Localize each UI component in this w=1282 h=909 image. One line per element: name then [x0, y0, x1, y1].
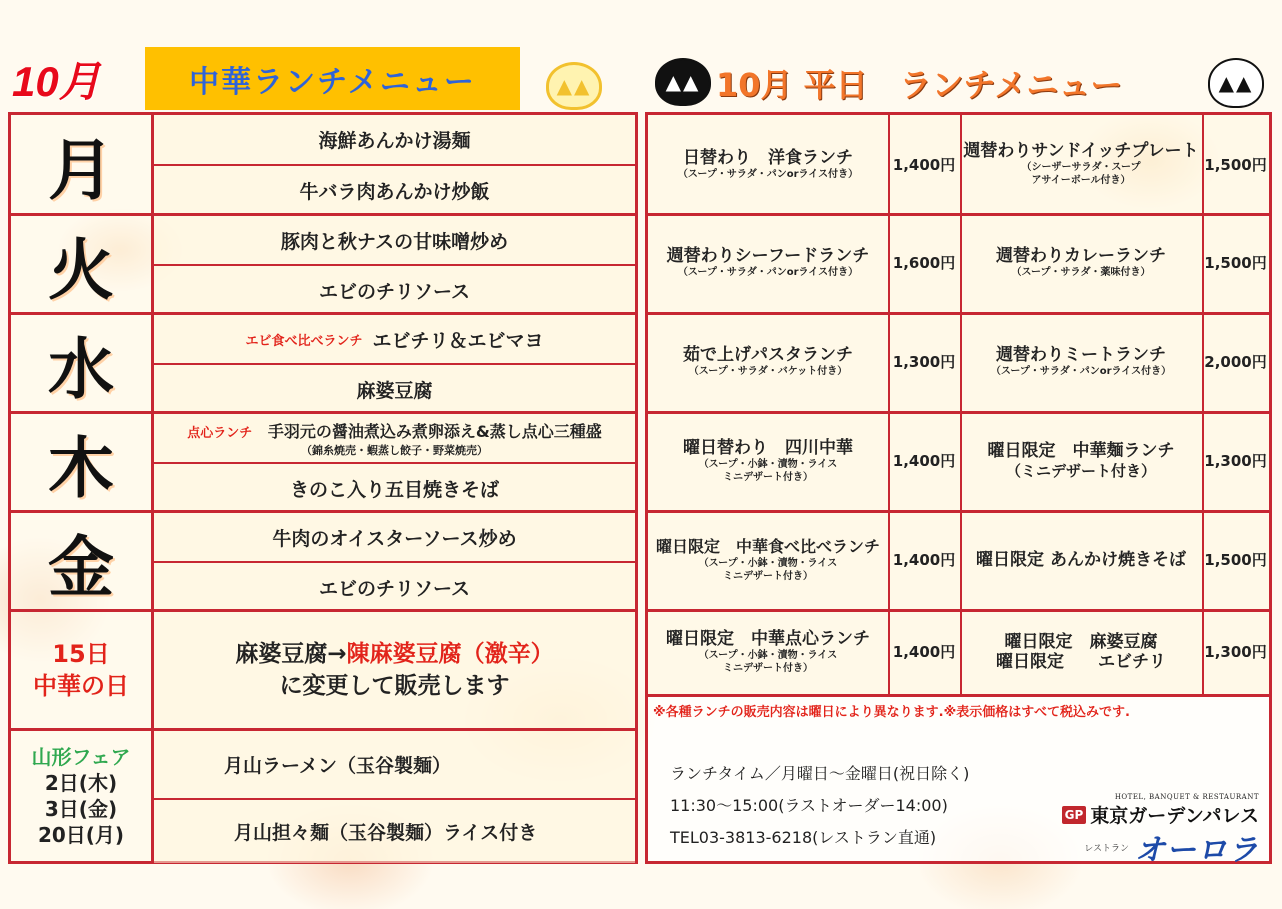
special-name: 中華の日	[33, 672, 129, 700]
menu-item-name: 曜日限定 中華食べ比べランチ	[655, 536, 880, 556]
fair-date: 2日(木)	[44, 771, 118, 795]
day-friday: 金	[11, 513, 154, 609]
weekday-menu-table	[645, 112, 1272, 697]
footer-info	[645, 697, 1272, 868]
price-value: 1,400円	[892, 155, 956, 174]
price	[888, 609, 962, 694]
dish-name: エビチリ＆エビマヨ	[372, 329, 544, 352]
menu-item-note: ミニデザート付き）	[723, 471, 813, 483]
menu-item-name: 週替わりサンドイッチプレート	[963, 141, 1199, 161]
fair-date: 3日(金)	[44, 797, 118, 821]
menu-item-note: （スープ・サラダ・薬味付き）	[1011, 267, 1151, 278]
wednesday-dish-1	[154, 315, 635, 363]
fair-dish-1: 月山ラーメン（玉谷製麺）	[154, 731, 635, 798]
price-value: 1,300円	[1204, 452, 1267, 470]
menu-item-name: 曜日替わり 四川中華	[683, 437, 853, 458]
business-hours: 11:30～15:00(ラストオーダー14:00)	[670, 796, 948, 815]
menu-item-name: 曜日限定 中華点心ランチ	[666, 628, 870, 649]
special-text-line2: に変更して販売します	[279, 673, 510, 699]
phone-number: TEL03-3813-6218(レストラン直通)	[670, 828, 937, 847]
chinese-day-label	[11, 612, 154, 728]
price-value: 2,000円	[1204, 353, 1267, 371]
menu-item	[648, 510, 890, 612]
special-text-part1: 麻婆豆腐→	[235, 641, 347, 667]
price	[1202, 312, 1269, 414]
price	[888, 411, 962, 513]
day-thursday: 木	[11, 414, 154, 510]
menu-item-name: 週替わりミートランチ	[996, 345, 1166, 365]
tuesday-dish-1: 豚肉と秋ナスの甘味噌炒め	[154, 216, 635, 264]
menu-item	[960, 213, 1204, 315]
menu-item-note: （スープ・サラダ・パンorライス付き）	[677, 168, 859, 180]
menu-item	[960, 609, 1204, 694]
thursday-dish-2: きのこ入り五目焼きそば	[154, 462, 635, 512]
menu-item	[648, 213, 890, 315]
menu-item	[960, 115, 1204, 216]
price-value: 1,500円	[1204, 155, 1267, 174]
menu-item-note: （スープ・サラダ・パンorライス付き）	[990, 366, 1172, 377]
menu-item-name: 曜日限定 中華麺ランチ	[987, 440, 1175, 461]
garden-palace-logo	[1062, 793, 1259, 828]
menu-item-name: 日替わり 洋食ランチ	[683, 147, 853, 168]
fair-date: 20日(月)	[37, 823, 125, 847]
tax-note: ※各種ランチの販売内容は曜日により異なります.※表示価格はすべて税込みです.	[653, 705, 1130, 720]
menu-item-name: 曜日限定 麻婆豆腐	[1004, 631, 1158, 652]
menu-item-name: 週替わりカレーランチ	[996, 246, 1166, 266]
friday-dish-2: エビのチリソース	[154, 561, 635, 611]
jack-o-lantern-outline-icon: ▲▲	[1208, 58, 1264, 108]
menu-item	[960, 312, 1204, 414]
chinese-menu-table	[8, 112, 638, 864]
menu-item	[960, 411, 1204, 513]
price	[888, 312, 962, 414]
menu-item-note: （ミニデザート付き）	[1005, 461, 1156, 480]
menu-item	[648, 312, 890, 414]
menu-item-name: 茹で上げパスタランチ	[683, 345, 853, 365]
special-date: 15日	[52, 640, 110, 668]
month-label: 10月	[12, 58, 101, 105]
price	[1202, 213, 1269, 315]
dish-name: 手羽元の醤油煮込み煮卵添え&蒸し点心三種盛	[267, 421, 602, 441]
price	[888, 115, 962, 216]
thursday-dish-1	[154, 414, 635, 462]
price-value: 1,500円	[1204, 551, 1267, 569]
price-value: 1,300円	[1204, 643, 1267, 661]
logo-label: レストラン	[1084, 843, 1129, 854]
hotel-name: 東京ガーデンパレス	[1090, 805, 1259, 827]
monday-dish-1: 海鮮あんかけ湯麺	[154, 115, 635, 164]
gp-mark-icon: GP	[1062, 806, 1087, 824]
dish-tag: 点心ランチ	[187, 425, 253, 441]
price	[888, 213, 962, 315]
chinese-lunch-menu-title: 中華ランチメニュー	[145, 47, 520, 110]
price	[1202, 609, 1269, 694]
yamagata-fair-label	[11, 731, 154, 861]
lunch-time: ランチタイム／月曜日～金曜日(祝日除く)	[670, 764, 970, 783]
day-monday: 月	[11, 115, 154, 213]
menu-item-note: （スープ・サラダ・パンorライス付き）	[677, 267, 859, 278]
price	[888, 510, 962, 612]
friday-dish-1: 牛肉のオイスターソース炒め	[154, 513, 635, 561]
monday-dish-2: 牛バラ肉あんかけ炒飯	[154, 164, 635, 215]
day-tuesday: 火	[11, 216, 154, 312]
menu-item-note: （スープ・小鉢・漬物・ライス	[698, 649, 838, 661]
dish-tag: エビ食べ比べランチ	[245, 333, 363, 349]
menu-item-note: ミニデザート付き）	[723, 662, 813, 674]
menu-item-note: （スープ・サラダ・バケット付き）	[688, 366, 848, 377]
price-value: 1,300円	[892, 353, 956, 371]
menu-item-name: 曜日限定 エビチリ	[996, 651, 1166, 672]
menu-item-note: （スープ・小鉢・漬物・ライス	[698, 557, 838, 569]
menu-item-note: ミニデザート付き）	[723, 570, 813, 582]
menu-item-name: 曜日限定 あんかけ焼きそば	[976, 549, 1186, 570]
wednesday-dish-2: 麻婆豆腐	[154, 363, 635, 413]
menu-item-note: （シーザーサラダ・スープ	[1021, 162, 1141, 173]
aurora-logo	[1084, 825, 1259, 869]
weekday-lunch-menu-title: 10月 平日 ランチメニュー	[716, 66, 1123, 104]
price-value: 1,400円	[892, 643, 956, 661]
price	[1202, 510, 1269, 612]
price-value: 1,600円	[892, 254, 956, 272]
price	[1202, 411, 1269, 513]
logo-subtitle: HOTEL, BANQUET & RESTAURANT	[1114, 793, 1259, 801]
chinese-day-text	[154, 612, 635, 728]
menu-item	[960, 510, 1204, 612]
special-text-highlight: 陳麻婆豆腐（激辛）	[346, 641, 554, 667]
fair-title: 山形フェア	[31, 745, 131, 769]
tuesday-dish-2: エビのチリソース	[154, 264, 635, 314]
jack-o-lantern-black-icon: ▲▲	[655, 58, 711, 106]
menu-item-name: 週替わりシーフードランチ	[666, 246, 870, 266]
fair-dish-2: 月山担々麺（玉谷製麺）ライス付き	[154, 798, 635, 863]
menu-item-note: （スープ・小鉢・漬物・ライス	[698, 458, 838, 470]
menu-item	[648, 411, 890, 513]
menu-item-note: アサイーボール付き）	[1031, 175, 1131, 186]
dish-note: （錦糸焼売・蝦蒸し餃子・野菜焼売）	[301, 443, 488, 457]
menu-item	[648, 609, 890, 694]
price-value: 1,400円	[892, 551, 956, 569]
menu-item	[648, 115, 890, 216]
restaurant-name: オーロラ	[1135, 833, 1259, 868]
price-value: 1,400円	[892, 452, 956, 470]
price-value: 1,500円	[1204, 254, 1267, 272]
day-wednesday: 水	[11, 315, 154, 411]
price	[1202, 115, 1269, 216]
jack-o-lantern-yellow-icon: ▲▲	[546, 62, 602, 110]
